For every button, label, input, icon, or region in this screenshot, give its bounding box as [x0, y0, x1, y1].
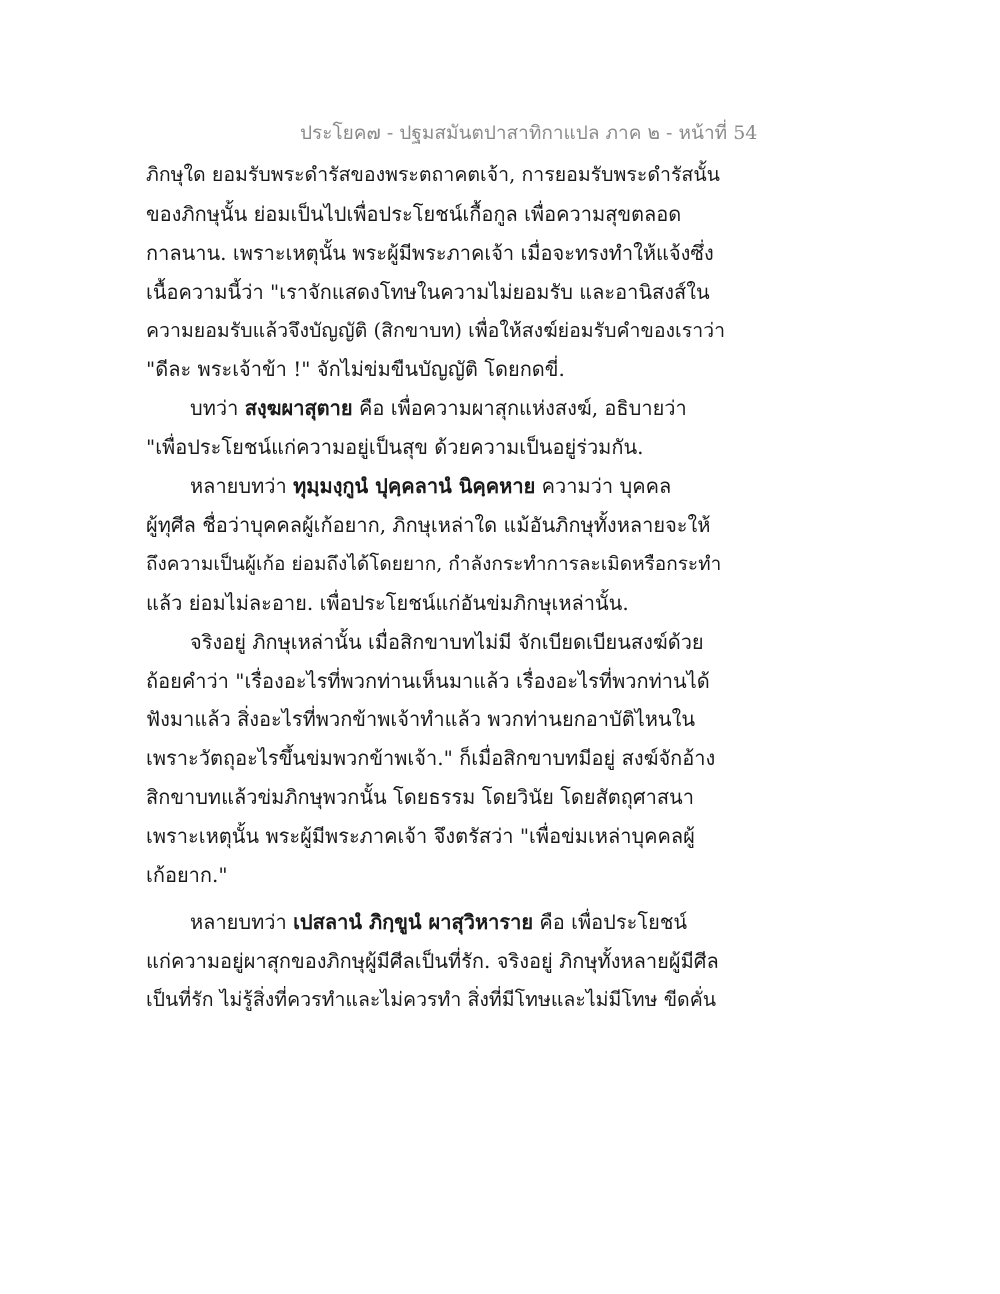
paragraph-4-line-6: เพราะเหตุนั้น พระผู้มีพระภาคเจ้า จึงตรัสว่า "เพื่อข่มเหล่าบุคคลผู้	[146, 824, 695, 849]
paragraph-3-line-1	[146, 467, 726, 506]
paragraph-2-line-1	[146, 389, 726, 428]
paragraph-4-line-3: ฟังมาแล้ว สิ่งอะไรที่พวกข้าพเจ้าทำแล้ว พวกท่านยกอาบัติไหนใน	[146, 707, 696, 732]
paragraph-2-lead: บทว่า	[190, 396, 245, 421]
paragraph-5-tail: คือ เพื่อประโยชน์	[533, 909, 688, 934]
paragraph-5-line-2: แก่ความอยู่ผาสุกของภิกษุผู้มีศีลเป็นที่รัก. จริงอยู่ ภิกษุทั้งหลายผู้มีศีล	[146, 948, 719, 973]
paragraph-5-pali-term: เปสลานํ ภิกฺขูนํ ผาสุวิหาราย	[293, 909, 534, 934]
paragraph-4-line-5: สิกขาบทแล้วข่มภิกษุพวกนั้น โดยธรรม โดยวินัย โดยสัตถุศาสนา	[146, 785, 694, 810]
page-header: ประโยค๗ - ปฐมสมันตปาสาทิกาแปล ภาค ๒ - หน้าที่ 54	[300, 122, 758, 144]
paragraph-4-line-1: จริงอยู่ ภิกษุเหล่านั้น เมื่อสิกขาบทไม่มี จักเบียดเบียนสงฆ์ด้วย	[190, 629, 704, 654]
paragraph-1-line-3: กาลนาน. เพราะเหตุนั้น พระผู้มีพระภาคเจ้า เมื่อจะทรงทำให้แจ้งซึ่ง	[146, 240, 714, 265]
paragraph-5-line-1	[146, 903, 726, 942]
paragraph-4-line-2: ถ้อยคำว่า "เรื่องอะไรที่พวกท่านเห็นมาแล้ว เรื่องอะไรที่พวกท่านได้	[146, 668, 710, 693]
paragraph-3-tail: ความว่า บุคคล	[535, 474, 672, 499]
paragraph-1-line-2: ของภิกษุนั้น ย่อมเป็นไปเพื่อประโยชน์เกื้อกูล เพื่อความสุขตลอด	[146, 201, 682, 226]
paragraph-1-line-5: ความยอมรับแล้วจึงบัญญัติ (สิกขาบท) เพื่อให้สงฆ์ย่อมรับคำของเราว่า	[146, 318, 726, 342]
paragraph-3-line-2: ผู้ทุศีล ชื่อว่าบุคคลผู้เก้อยาก, ภิกษุเหล่าใด แม้อันภิกษุทั้งหลายจะให้	[146, 513, 711, 538]
paragraph-3-lead: หลายบทว่า	[190, 474, 294, 499]
paragraph-3-pali-term: ทุมฺมงฺกูนํ ปุคฺคลานํ นิคฺคหาย	[293, 474, 536, 499]
paragraph-1-line-4: เนื้อความนี้ว่า "เราจักแสดงโทษในความไม่ยอมรับ และอานิสงส์ใน	[146, 279, 710, 304]
paragraph-5-line-3: เป็นที่รัก ไม่รู้สิ่งที่ควรทำและไม่ควรทำ สิ่งที่มีโทษและไม่มีโทษ ขีดคั่น	[146, 987, 717, 1011]
paragraph-gap	[146, 895, 726, 903]
paragraph-3-line-4: แล้ว ย่อมไม่ละอาย. เพื่อประโยชน์แก่อันข่มภิกษุเหล่านั้น.	[146, 590, 629, 615]
paragraph-4-line-4: เพราะวัตถุอะไรขึ้นข่มพวกข้าพเจ้า." ก็เมื่อสิกขาบทมีอยู่ สงฆ์จักอ้าง	[146, 746, 716, 771]
paragraph-5-lead: หลายบทว่า	[190, 909, 294, 934]
paragraph-2-line-2: "เพื่อประโยชน์แก่ความอยู่เป็นสุข ด้วยความเป็นอยู่ร่วมกัน.	[146, 435, 644, 460]
paragraph-2-pali-term: สงฺฆผาสุตาย	[244, 396, 353, 421]
paragraph-1-line-6: "ดีละ พระเจ้าข้า !" จักไม่ข่มขืนบัญญัติ โดยกดขี่.	[146, 357, 565, 382]
body-text	[146, 156, 726, 1020]
paragraph-3-line-3: ถึงความเป็นผู้เก้อ ย่อมถึงได้โดยยาก, กำลังกระทำการละเมิดหรือกระทำ	[146, 552, 722, 575]
paragraph-4-line-7: เก้อยาก."	[146, 863, 228, 888]
paragraph-1-line-1: ภิกษุใด ยอมรับพระดำรัสของพระตถาคตเจ้า, การยอมรับพระดำรัสนั้น	[146, 163, 720, 186]
paragraph-2-tail: คือ เพื่อความผาสุกแห่งสงฆ์, อธิบายว่า	[352, 396, 687, 421]
